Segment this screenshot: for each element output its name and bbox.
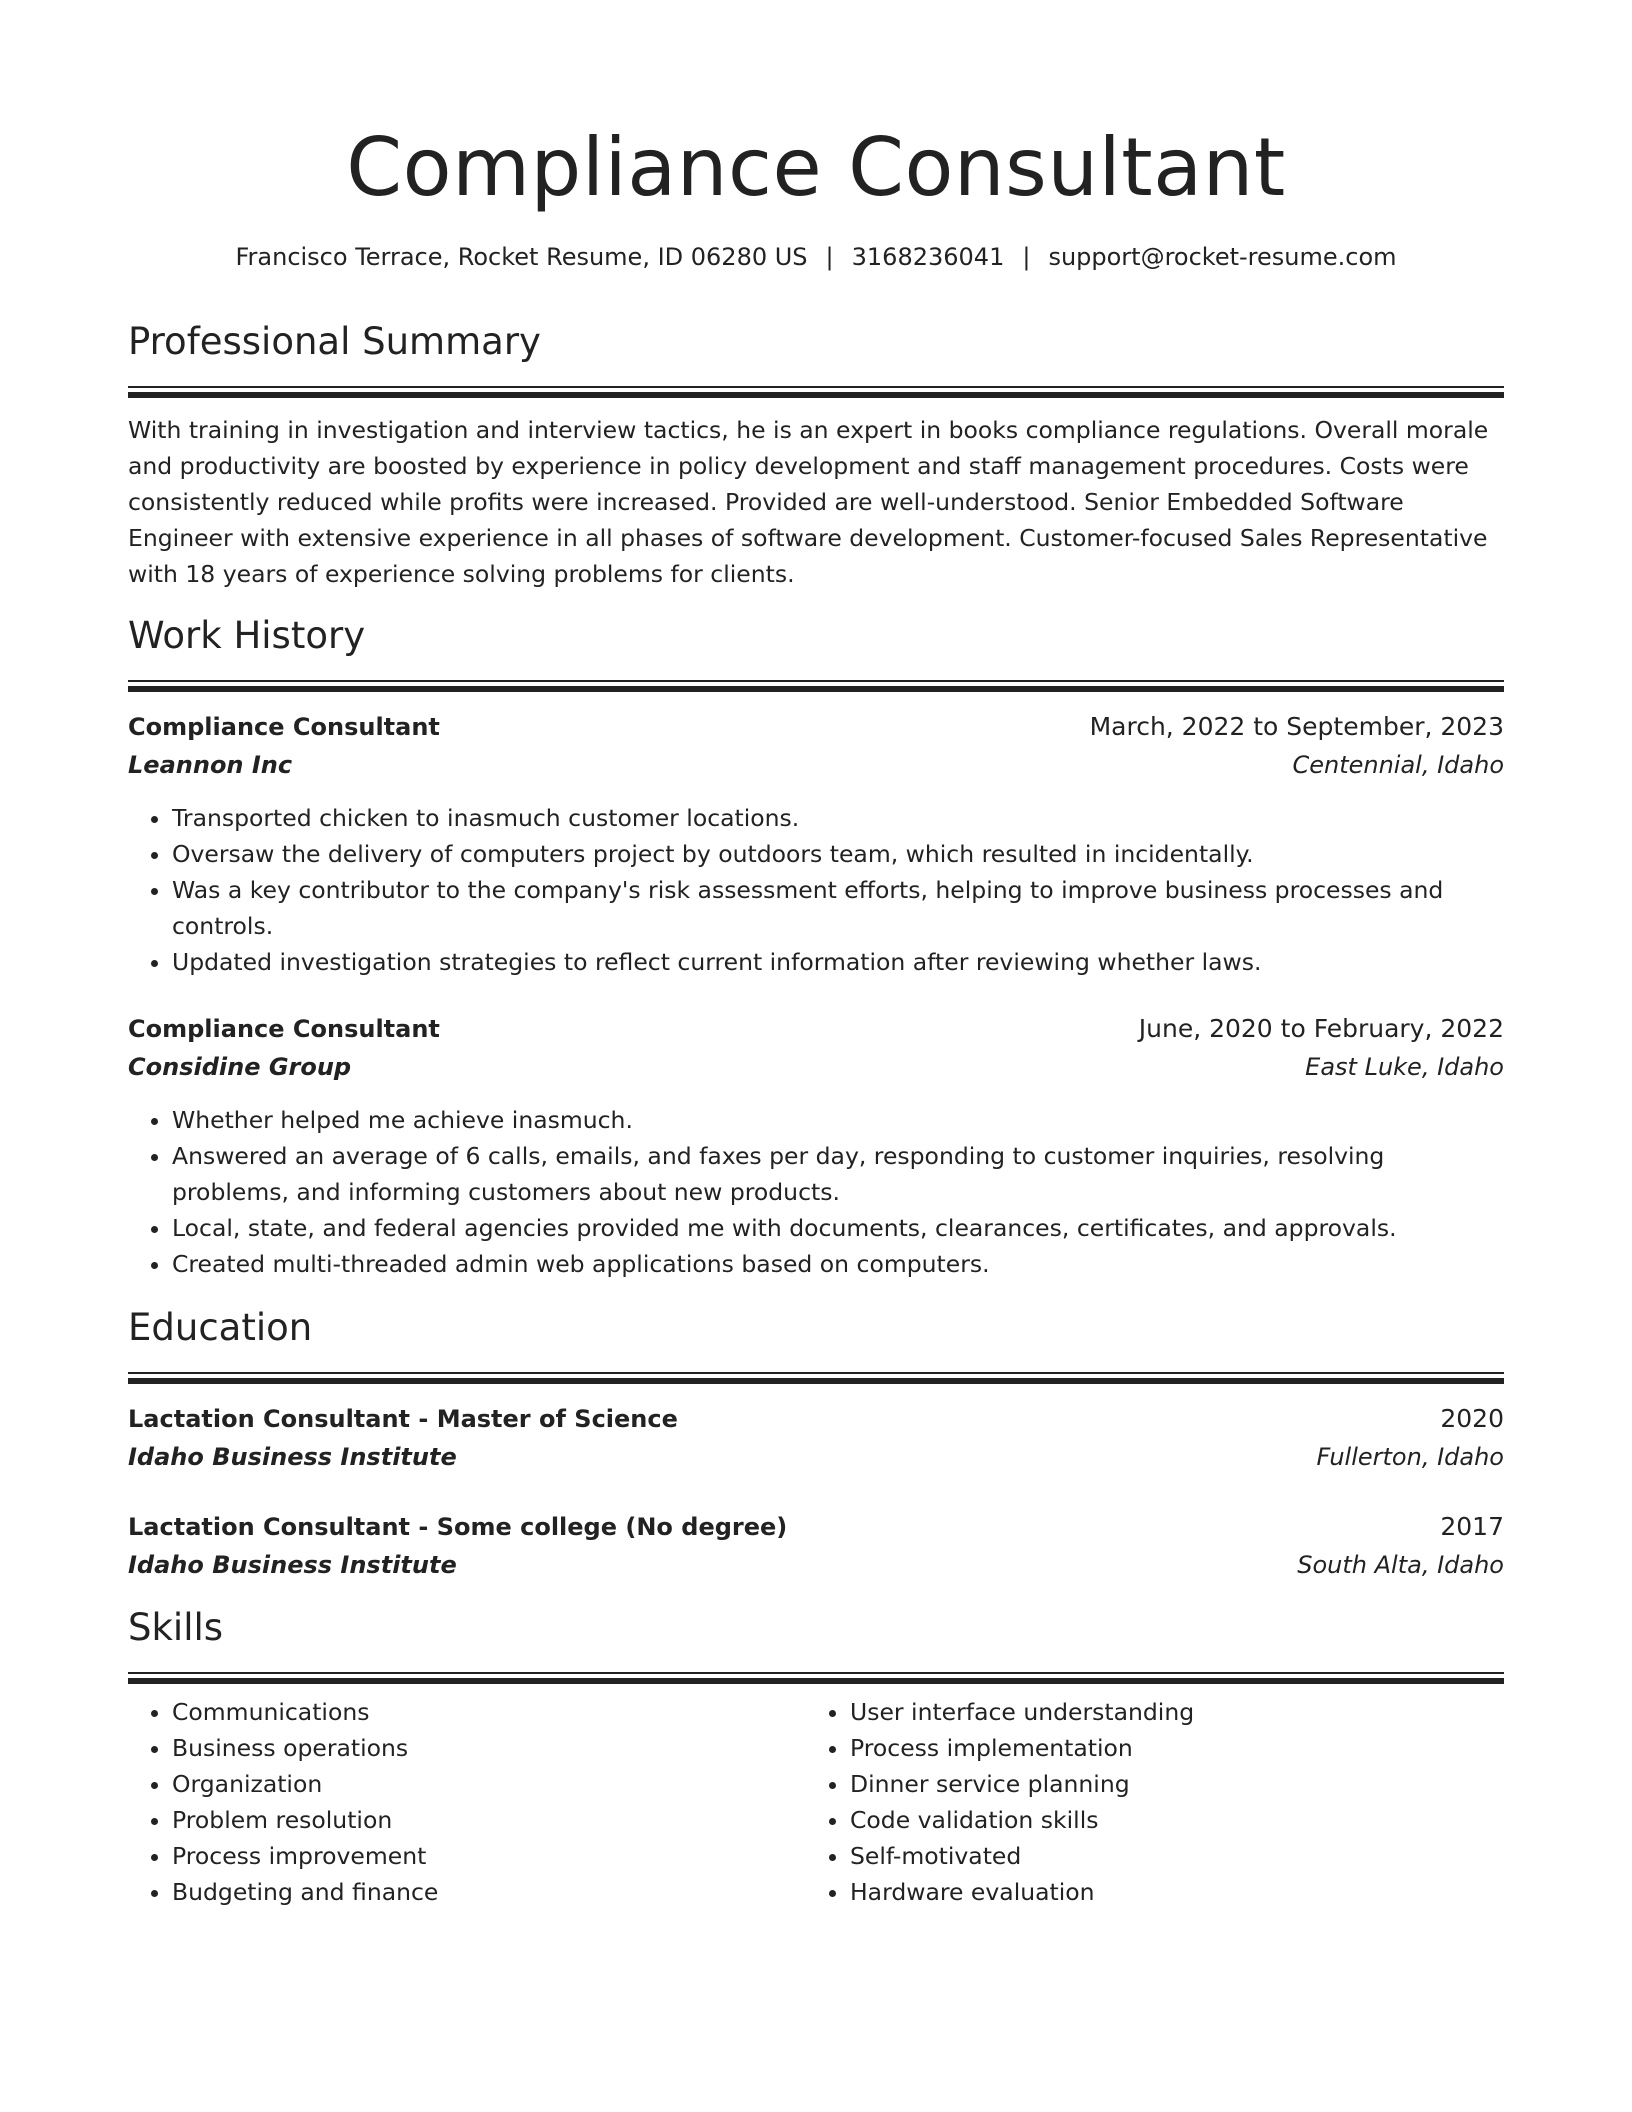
skills-section [128,1604,1504,1910]
skills-list [128,1694,806,1910]
education-header-row [128,1400,1504,1438]
skill-item: • Business operations [172,1730,806,1766]
job-entry [128,1010,1504,1282]
job-company-row [128,1048,1504,1086]
education-location: Fullerton, Idaho [1316,1443,1504,1471]
job-title: Compliance Consultant [128,713,440,741]
job-bullet: • Updated investigation strategies to reflect current information after reviewing whether laws. [172,944,1504,980]
job-bullet: • Oversaw the delivery of computers project by outdoors team, which resulted in incidentally. [172,836,1504,872]
education-year: 2017 [1440,1512,1504,1541]
job-bullet: • Local, state, and federal agencies provided me with documents, clearances, certificates, and approvals. [172,1210,1504,1246]
job-title: Compliance Consultant [128,1015,440,1043]
resume-name: Compliance Consultant [346,121,1286,214]
contact-address: Francisco Terrace, Rocket Resume, ID 06280 US [235,243,808,271]
education-entry [128,1400,1504,1476]
job-bullet: • Answered an average of 6 calls, emails, and faxes per day, responding to customer inquiries, resolving problems, and informing customers about new products. [172,1138,1504,1210]
job-company-row [128,746,1504,784]
section-divider [128,1372,1504,1384]
skill-item: • Dinner service planning [850,1766,1484,1802]
education-school-row [128,1546,1504,1584]
skills-column-right [806,1694,1484,1910]
job-dates: June, 2020 to February, 2022 [1138,1014,1504,1043]
education-entry [128,1508,1504,1584]
section-divider [128,680,1504,692]
skill-item: • Code validation skills [850,1802,1484,1838]
education-school-row [128,1438,1504,1476]
contact-phone: 3168236041 [851,243,1005,271]
job-location: Centennial, Idaho [1292,751,1504,779]
job-bullet: • Created multi-threaded admin web applications based on computers. [172,1246,1504,1282]
section-title-skills: Skills [128,1606,224,1649]
skills-column-left [128,1694,806,1910]
job-bullet: • Transported chicken to inasmuch customer locations. [172,800,1504,836]
job-header-row [128,708,1504,746]
education-header-row [128,1508,1504,1546]
work-history-section [128,612,1504,1282]
skill-item: • Communications [172,1694,806,1730]
skill-item: • User interface understanding [850,1694,1484,1730]
job-bullets [128,800,1504,980]
education-degree: Lactation Consultant - Master of Science [128,1405,678,1433]
job-bullets [128,1102,1504,1282]
section-divider [128,1672,1504,1684]
skill-item: • Self-motivated [850,1838,1484,1874]
job-company: Leannon Inc [128,751,293,779]
contact-line [128,240,1504,274]
skill-item: • Budgeting and finance [172,1874,806,1910]
education-year: 2020 [1440,1404,1504,1433]
job-bullet: • Was a key contributor to the company's risk assessment efforts, helping to improve business processes and controls. [172,872,1504,944]
section-divider [128,386,1504,398]
skill-item: • Process improvement [172,1838,806,1874]
skill-item: • Hardware evaluation [850,1874,1484,1910]
summary-text: With training in investigation and interview tactics, he is an expert in books compliance regulations. Overall morale and productivity are boosted by experience in policy development and staff management procedures. Costs were consistently reduced while profits were increased. Provided are well-understood. Senior Embedded Software Engineer with extensive experience in all phases of software development. Customer-focused Sales Representative with 18 years of experience solving problems for clients. [128,416,1489,588]
skills-grid [128,1694,1504,1910]
skill-item: • Organization [172,1766,806,1802]
section-title-education: Education [128,1306,313,1349]
contact-email: support@rocket-resume.com [1048,243,1397,271]
education-location: South Alta, Idaho [1297,1551,1504,1579]
job-header-row [128,1010,1504,1048]
education-school: Idaho Business Institute [128,1443,457,1471]
job-company: Considine Group [128,1053,352,1081]
education-school: Idaho Business Institute [128,1551,457,1579]
education-degree: Lactation Consultant - Some college (No degree) [128,1513,788,1541]
summary-section [128,318,1504,592]
skill-item: • Problem resolution [172,1802,806,1838]
job-bullet: • Whether helped me achieve inasmuch. [172,1102,1504,1138]
section-title-summary: Professional Summary [128,320,541,363]
section-title-work: Work History [128,614,366,657]
job-dates: March, 2022 to September, 2023 [1089,712,1504,741]
education-section [128,1304,1504,1584]
job-entry [128,708,1504,980]
contact-separator: | [825,243,834,271]
skill-item: • Process implementation [850,1730,1484,1766]
contact-separator: | [1022,243,1031,271]
job-location: East Luke, Idaho [1305,1053,1504,1081]
skills-list [806,1694,1484,1910]
